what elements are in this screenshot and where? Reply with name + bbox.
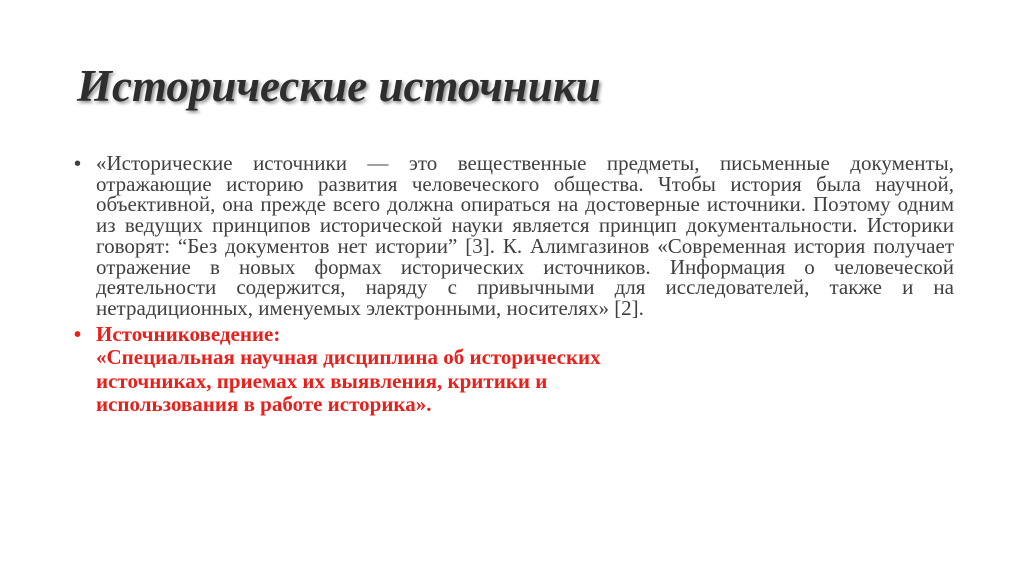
- bullet-item-definition: [74, 153, 954, 319]
- source-studies-heading: Источниковедение:: [96, 321, 281, 346]
- bullet-dot-icon: •: [74, 153, 82, 175]
- bullet-list: [74, 153, 954, 417]
- slide-title: Исторические источники: [77, 61, 601, 111]
- source-studies-definition: «Специальная научная дисциплина об исторических источниках, приемах их выявления, критики и использования в работе историка».: [96, 345, 601, 417]
- bullet-dot-icon: •: [74, 323, 82, 346]
- bullet-text-definition: «Исторические источники — это вещественные предметы, письменные документы, отражающие историю развития человеческого общества. Чтобы история была научной, объективной, она прежде всего должна опираться на достоверные источники. Поэтому одним из ведущих принципов исторической науки является принцип документальности. Историки говорят: “Без документов нет истории” [3]. К. Алимгазинов «Современная история получает отражение в новых формах исторических источников. Информация о человеческой деятельности содержится, наряду с привычными для исследователей, также и на нетрадиционных, именуемых электронными, носителях» [2].: [96, 151, 954, 320]
- bullet-item-source-studies: [74, 323, 616, 417]
